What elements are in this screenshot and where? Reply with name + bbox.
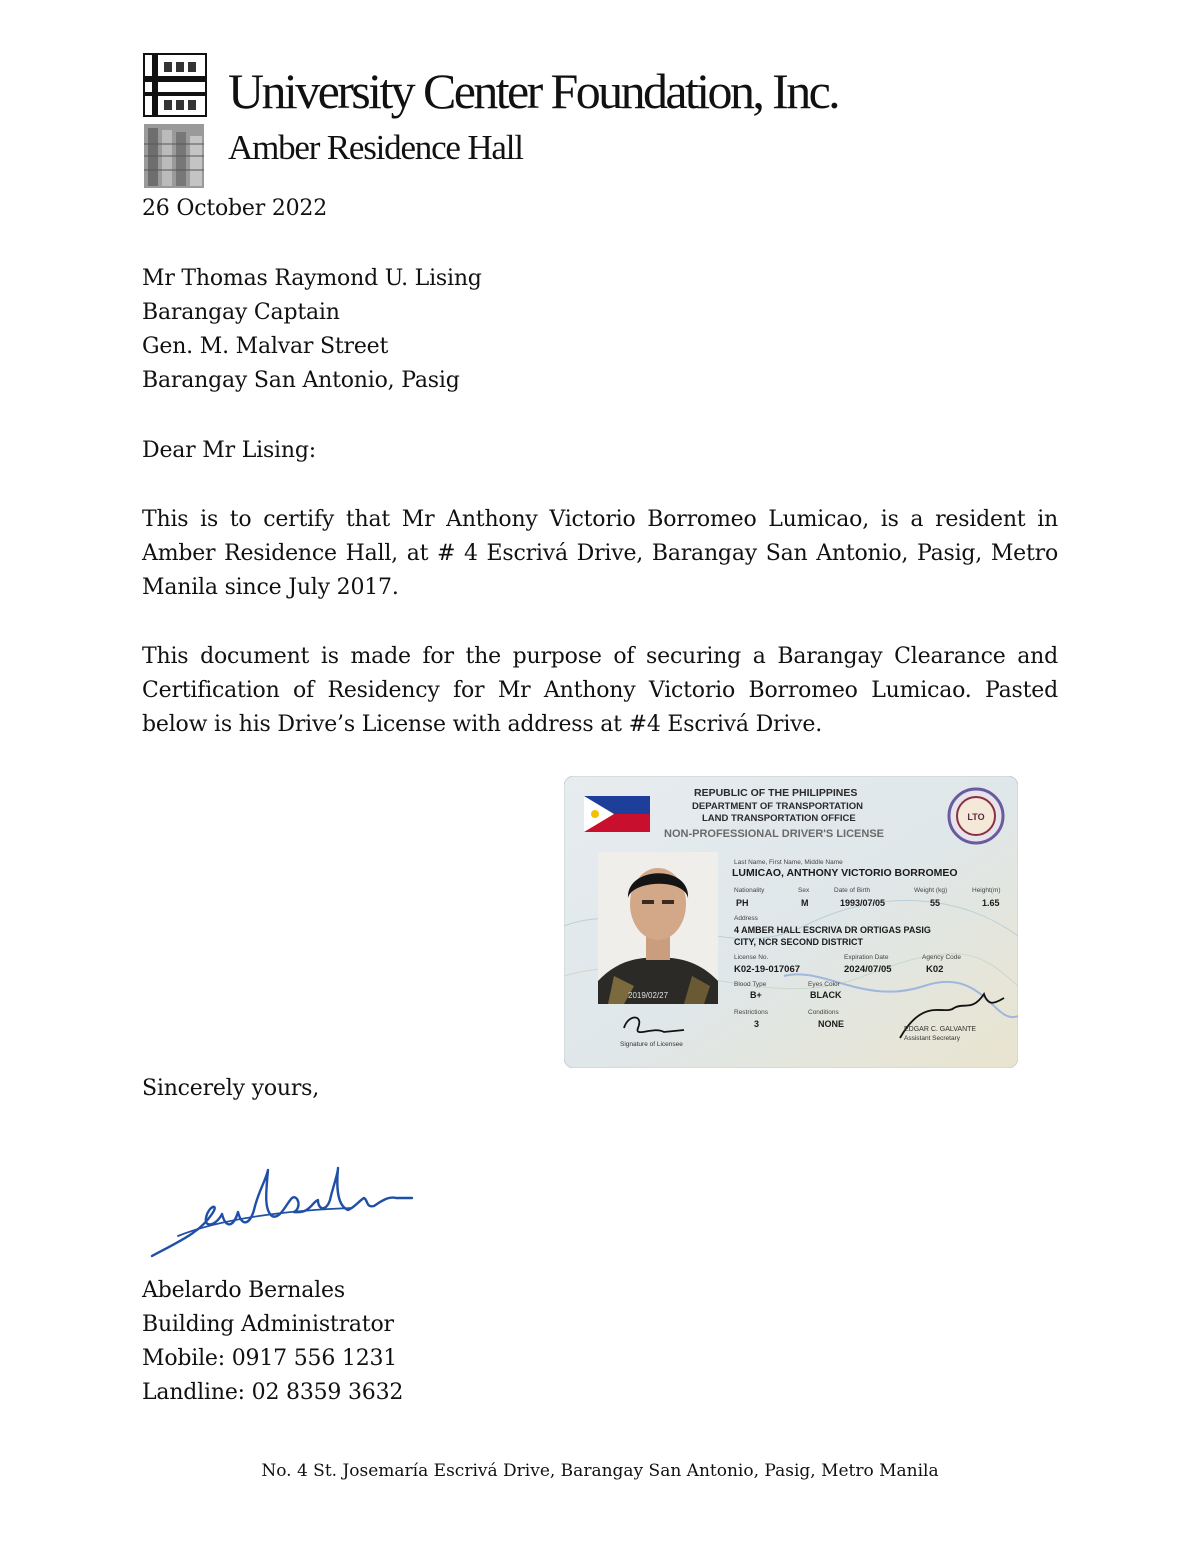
svg-text:LTO: LTO [967,812,985,822]
weight-label: Weight (kg) [914,887,948,894]
photo-date: 2019/02/27 [628,991,669,1000]
signer-block [142,1274,403,1410]
handwritten-signature [142,1140,422,1272]
conditions-label: Conditions [808,1009,839,1016]
body-paragraph: This document is made for the purpose of securing a Barangay Clearance and Certification of Residency for Mr Anthony Victorio Borromeo Lumicao. Pasted below is his Drive’s License with address at #4 Escrivá Drive. [142,644,1058,737]
recipient-title: Barangay Captain [142,300,340,325]
salutation: Dear Mr Lising: [142,438,316,463]
weight-value: 55 [930,898,941,908]
recipient-address [142,262,482,398]
agency-value: K02 [926,964,944,975]
signer-mobile: Mobile: 0917 556 1231 [142,1346,398,1371]
letter-date: 26 October 2022 [142,196,328,221]
recipient-city: Barangay San Antonio, Pasig [142,368,460,393]
eyes-value: BLACK [810,990,842,1000]
license-number: K02-19-017067 [734,964,801,975]
recipient-name: Mr Thomas Raymond U. Lising [142,266,482,291]
nationality-label: Nationality [734,887,765,894]
license-name: LUMICAO, ANTHONY VICTORIO BORROMEO [732,867,958,879]
restrictions-label: Restrictions [734,1009,768,1016]
philippine-flag-icon [584,796,650,832]
license-header3: LAND TRANSPORTATION OFFICE [702,813,856,824]
restrictions-value: 3 [754,1019,760,1029]
dob-label: Date of Birth [834,887,871,894]
license-header2: DEPARTMENT OF TRANSPORTATION [692,801,863,812]
expiration-value: 2024/07/05 [844,964,892,975]
name-label: Last Name, First Name, Middle Name [734,859,843,866]
recipient-street: Gen. M. Malvar Street [142,334,389,359]
drivers-license-image [564,776,1018,1068]
closing: Sincerely yours, [142,1076,320,1101]
agency-label: Agency Code [922,954,962,961]
height-label: Height(m) [972,887,1001,894]
license-type: NON-PROFESSIONAL DRIVER'S LICENSE [664,828,884,840]
sex-value: M [801,898,809,908]
blood-label: Blood Type [734,981,767,988]
address-line1: 4 AMBER HALL ESCRIVA DR ORTIGAS PASIG [734,925,931,935]
signer-landline: Landline: 02 8359 3632 [142,1380,404,1405]
license-photo [598,852,718,1004]
residence-name: Amber Residence Hall [228,128,523,167]
expiration-label: Expiration Date [844,954,889,961]
official-title: Assistant Secretary [904,1035,960,1042]
body-paragraph: This is to certify that Mr Anthony Victorio Borromeo Lumicao, is a resident in Amber Residence Hall, at # 4 Escrivá Drive, Barangay San Antonio, Pasig, Metro Manila since July 2017. [142,507,1058,600]
sex-label: Sex [798,887,810,894]
address-label: Address [734,915,758,922]
signature-label: Signature of Licensee [620,1041,683,1048]
lto-seal-icon [949,789,1003,843]
dob-value: 1993/07/05 [840,898,886,908]
address-line2: CITY, NCR SECOND DISTRICT [734,937,864,947]
license-header1: REPUBLIC OF THE PHILIPPINES [694,787,858,799]
signer-title: Building Administrator [142,1312,394,1337]
conditions-value: NONE [818,1019,845,1029]
eyes-label: Eyes Color [808,981,840,988]
height-value: 1.65 [982,898,1000,908]
blood-value: B+ [750,990,762,1000]
signer-name: Abelardo Bernales [142,1278,345,1303]
license-no-label: License No. [734,954,769,961]
footer-address: No. 4 St. Josemaría Escrivá Drive, Barangay San Antonio, Pasig, Metro Manila [261,1461,939,1481]
official-name: EDGAR C. GALVANTE [904,1026,977,1033]
nationality-value: PH [736,898,749,908]
organization-name: University Center Foundation, Inc. [228,63,839,119]
organization-logo [142,52,208,190]
